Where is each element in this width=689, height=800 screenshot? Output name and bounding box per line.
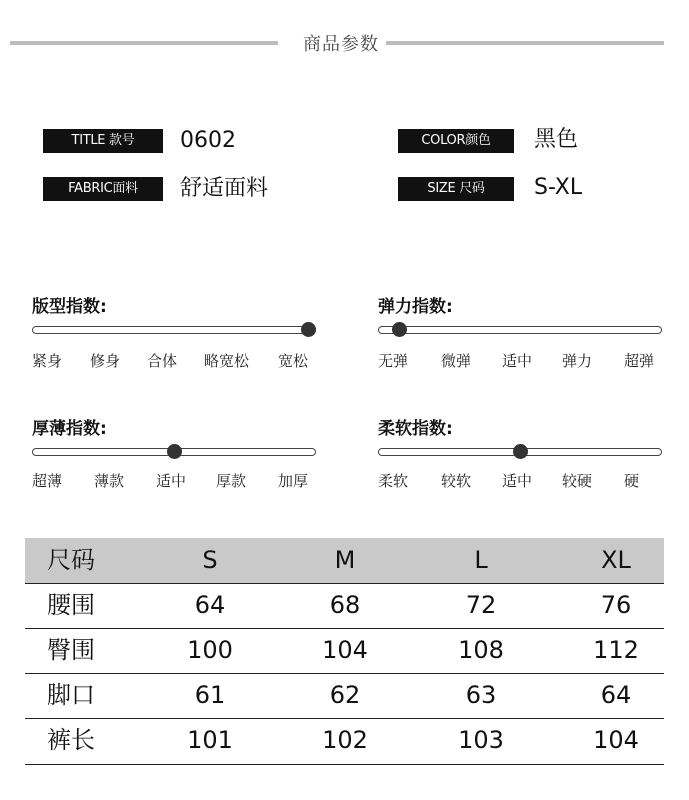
table-row-label: 脚口 — [47, 681, 95, 709]
thickness-label: 薄款 — [94, 472, 125, 490]
thickness-index-knob — [167, 444, 182, 459]
softness-label: 适中 — [502, 472, 533, 490]
table-cell: 76 — [600, 591, 632, 619]
color-tag: COLOR颜色 — [398, 129, 514, 153]
table-header-cell: M — [334, 546, 356, 574]
title-tag: TITLE 款号 — [43, 129, 163, 153]
table-cell: 64 — [600, 681, 632, 709]
fit-label: 紧身 — [32, 352, 63, 370]
table-cell: 68 — [329, 591, 361, 619]
table-header-cell: S — [202, 546, 218, 574]
table-cell: 62 — [329, 681, 361, 709]
table-cell: 61 — [194, 681, 226, 709]
elastic-index-track — [378, 326, 662, 334]
elastic-label: 超弹 — [624, 352, 655, 370]
table-row-label: 裤长 — [47, 726, 95, 754]
color-value: 黑色 — [534, 127, 579, 152]
softness-index-knob — [513, 444, 528, 459]
table-header-cell: 尺码 — [47, 546, 95, 574]
elastic-label: 无弹 — [378, 352, 409, 370]
table-header-cell: XL — [601, 546, 631, 574]
table-cell: 64 — [194, 591, 226, 619]
table-row-label: 腰围 — [47, 591, 95, 619]
fit-index-track — [32, 326, 316, 334]
table-header-cell: L — [474, 546, 488, 574]
elastic-label: 微弹 — [441, 352, 472, 370]
table-cell: 102 — [322, 726, 368, 754]
fabric-tag: FABRIC面料 — [43, 177, 163, 201]
thickness-index-title: 厚薄指数: — [32, 419, 107, 439]
fit-index-title: 版型指数: — [32, 297, 107, 317]
table-cell: 104 — [322, 636, 368, 664]
fit-index-knob — [301, 322, 316, 337]
table-cell: 101 — [187, 726, 233, 754]
thickness-label: 加厚 — [278, 472, 309, 490]
elastic-label: 适中 — [502, 352, 533, 370]
fit-label: 合体 — [147, 352, 178, 370]
softness-label: 较软 — [441, 472, 472, 490]
title-value: 0602 — [180, 128, 236, 153]
thickness-label: 超薄 — [32, 472, 63, 490]
table-cell: 100 — [187, 636, 233, 664]
table-row-divider — [25, 764, 664, 765]
size-value: S-XL — [534, 175, 583, 200]
elastic-label: 弹力 — [562, 352, 593, 370]
elastic-index-title: 弹力指数: — [378, 297, 453, 317]
header-divider-right — [386, 41, 664, 45]
table-row-label: 臀围 — [47, 636, 95, 664]
softness-index-title: 柔软指数: — [378, 419, 453, 439]
table-cell: 63 — [465, 681, 497, 709]
fit-label: 宽松 — [278, 352, 309, 370]
table-cell: 104 — [593, 726, 639, 754]
table-cell: 72 — [465, 591, 497, 619]
softness-label: 较硬 — [562, 472, 593, 490]
fit-label: 略宽松 — [204, 352, 250, 370]
fit-label: 修身 — [90, 352, 121, 370]
softness-label: 硬 — [624, 472, 640, 490]
table-cell: 108 — [458, 636, 504, 664]
softness-label: 柔软 — [378, 472, 409, 490]
elastic-index-knob — [392, 322, 407, 337]
fabric-value: 舒适面料 — [180, 176, 269, 201]
table-cell: 103 — [458, 726, 504, 754]
section-title: 商品参数 — [303, 34, 379, 55]
header-divider-left — [10, 41, 278, 45]
table-cell: 112 — [593, 636, 639, 664]
thickness-label: 厚款 — [216, 472, 247, 490]
size-tag: SIZE 尺码 — [398, 177, 514, 201]
thickness-label: 适中 — [156, 472, 187, 490]
